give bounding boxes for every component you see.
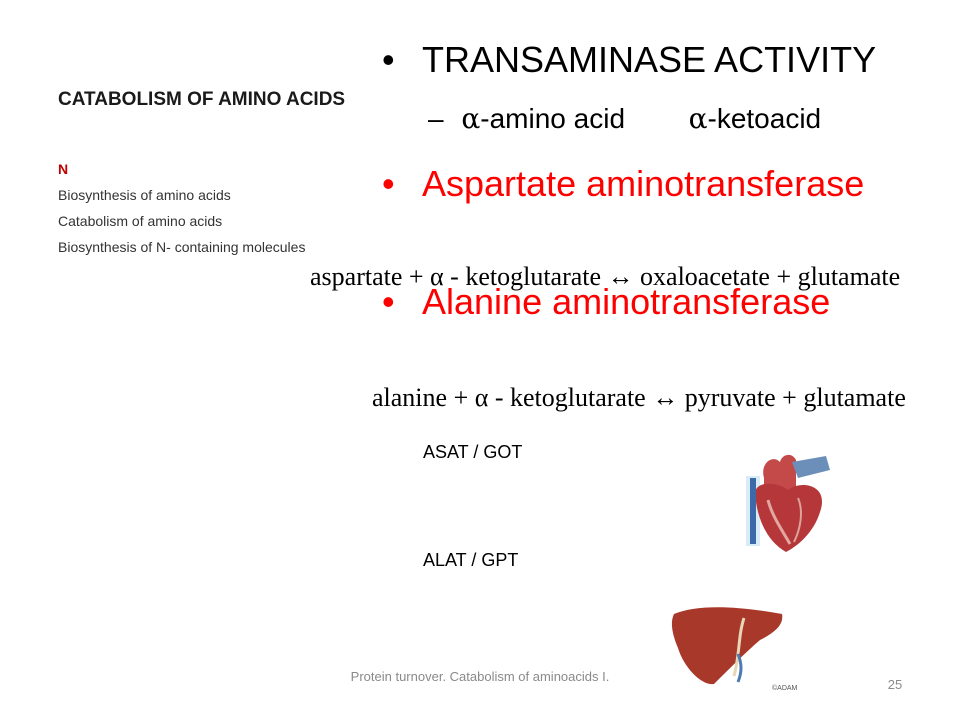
label-asat-got: ASAT / GOT	[423, 442, 523, 462]
sidebar-item-n[interactable]: N	[58, 161, 69, 177]
bullet-text: Alanine aminotransferase	[422, 281, 831, 322]
vena-cava-shape	[750, 478, 756, 544]
sidebar-item-catabolism-amino-acids[interactable]: Catabolism of amino acids	[58, 213, 223, 229]
footer-text: Protein turnover. Catabolism of aminoacids I.	[350, 669, 610, 684]
sidebar-item-biosynthesis-amino-acids[interactable]: Biosynthesis of amino acids	[58, 187, 231, 203]
bullet-dot: •	[382, 281, 395, 322]
liver-icon	[668, 602, 798, 692]
sidebar-nav	[58, 156, 328, 259]
bullet-dot: •	[382, 39, 395, 80]
bullet-text: TRANSAMINASE ACTIVITY	[422, 39, 877, 80]
bullet-dot: •	[382, 163, 395, 204]
alpha-symbol: α	[461, 102, 481, 135]
alpha-symbol: α	[688, 102, 708, 135]
bullet-text: Aspartate aminotransferase	[422, 163, 865, 204]
liver-shape	[672, 607, 782, 684]
pulmonary-artery-shape	[792, 456, 830, 478]
page-number: 25	[887, 677, 903, 692]
sub-bullet-amino-to-keto	[428, 99, 821, 139]
adam-watermark: ©ADAM	[772, 685, 798, 692]
sub-bullet-dash: –	[428, 103, 444, 134]
portal-vessel	[738, 654, 741, 682]
sub-bullet-amino-acid: -amino acid	[480, 103, 626, 134]
equation-alanine: alanine + α - ketoglutarate ↔ pyruvate + glutamate	[372, 383, 906, 412]
equation-aspartate: aspartate + α - ketoglutarate ↔ oxaloacetate + glutamate	[310, 262, 901, 291]
sub-bullet-ketoacid: -ketoacid	[707, 103, 822, 134]
label-alat-gpt: ALAT / GPT	[423, 550, 519, 570]
sidebar-title: CATABOLISM OF AMINO ACIDS	[58, 89, 346, 110]
heart-icon	[738, 450, 838, 562]
sidebar-item-biosynthesis-n-molecules[interactable]: Biosynthesis of N- containing molecules	[58, 239, 306, 255]
